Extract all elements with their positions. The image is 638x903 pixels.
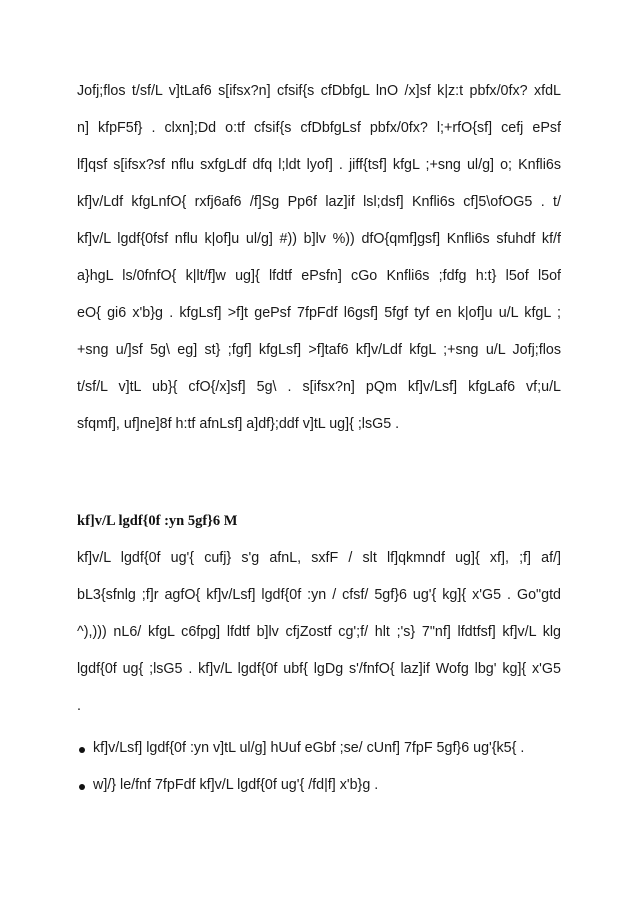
paragraph-2-line: . [77, 698, 81, 714]
paragraph-2-line: lgdf{0f ug{ ;lsG5 . kf]v/L lgdf{0f ubf{ lgDg s'/fnfO{ laz]if Wofg lbg' kg]{ x'G5 [77, 661, 561, 677]
paragraph-2-line: ^),))) nL6/ kfgL c6fpg] lfdtf b]lv cfjZostf cg';f/ hlt ;'s} 7"nf] lfdtfsf] kf]v/L klg [77, 624, 561, 640]
section-heading: kf]v/L lgdf{0f :yn 5gf}6 M [77, 513, 238, 529]
paragraph-2-line: bL3{sfnlg ;f]r agfO{ kf]v/Lsf] lgdf{0f :yn / cfsf/ 5gf}6 ug'{ kg]{ x'G5 . Go"gtd [77, 587, 561, 603]
bullet-icon [79, 784, 85, 790]
paragraph-1-line: a}hgL ls/0fnfO{ k|lt/f]w ug]{ lfdtf ePsfn] cGo Knfli6s ;fdfg h:t} l5of l5of [77, 268, 561, 284]
bullet-item: kf]v/Lsf] lgdf{0f :yn v]tL ul/g] hUuf eGbf ;se/ cUnf] 7fpF 5gf}6 ug'{k5{ . [93, 740, 525, 756]
paragraph-1-line: kf]v/Ldf kfgLnfO{ rxfj6af6 /f]Sg Pp6f laz]if lsl;dsf] Knfli6s cf]5\ofOG5 . t/ [77, 194, 561, 210]
paragraph-1-line: eO{ gi6 x'b}g . kfgLsf] >f]t gePsf 7fpFdf l6gsf] 5fgf tyf en k|of]u u/L kfgL ; [77, 305, 561, 321]
paragraph-1-line: +sng u/]sf 5g\ eg] st} ;fgf] kfgLsf] >f]taf6 kf]v/Ldf kfgL ;+sng u/L Jofj;flos [77, 342, 561, 358]
bullet-icon [79, 747, 85, 753]
paragraph-1-line: Jofj;flos t/sf/L v]tLaf6 s[ifsx?n] cfsif{s cfDbfgL lnO /x]sf k|z:t pbfx/0fx? xfdL [77, 83, 561, 99]
bullet-item: w]/} le/fnf 7fpFdf kf]v/L lgdf{0f ug'{ /fd|f] x'b}g . [93, 777, 379, 793]
paragraph-1-line: lf]qsf s[ifsx?sf nflu sxfgLdf dfq l;ldt lyof] . jiff{tsf] kfgL ;+sng ul/g] o; Knfli6s [77, 157, 561, 173]
paragraph-2-line: kf]v/L lgdf{0f ug'{ cufj} s'g afnL, sxfF / slt lf]qkmndf ug]{ xf], ;f] af/] [77, 550, 561, 566]
paragraph-1-line: kf]v/L lgdf{0fsf nflu k|of]u ul/g] #)) b]lv %)) dfO{qmf]gsf] Knfli6s sfuhdf kf/f [77, 231, 561, 247]
paragraph-1-line: n] kfpF5f} . clxn];Dd o:tf cfsif{s cfDbfgLsf pbfx/0fx? l;+rfO{sf] cefj ePsf [77, 120, 561, 136]
paragraph-1-line: sfqmf], uf]ne]8f h:tf afnLsf] a]df};ddf v]tL ug]{ ;lsG5 . [77, 416, 400, 432]
paragraph-1-line: t/sf/L v]tL ub}{ cfO{/x]sf] 5g\ . s[ifsx?n] pQm kf]v/Lsf] kfgLaf6 vf;u/L [77, 379, 561, 395]
